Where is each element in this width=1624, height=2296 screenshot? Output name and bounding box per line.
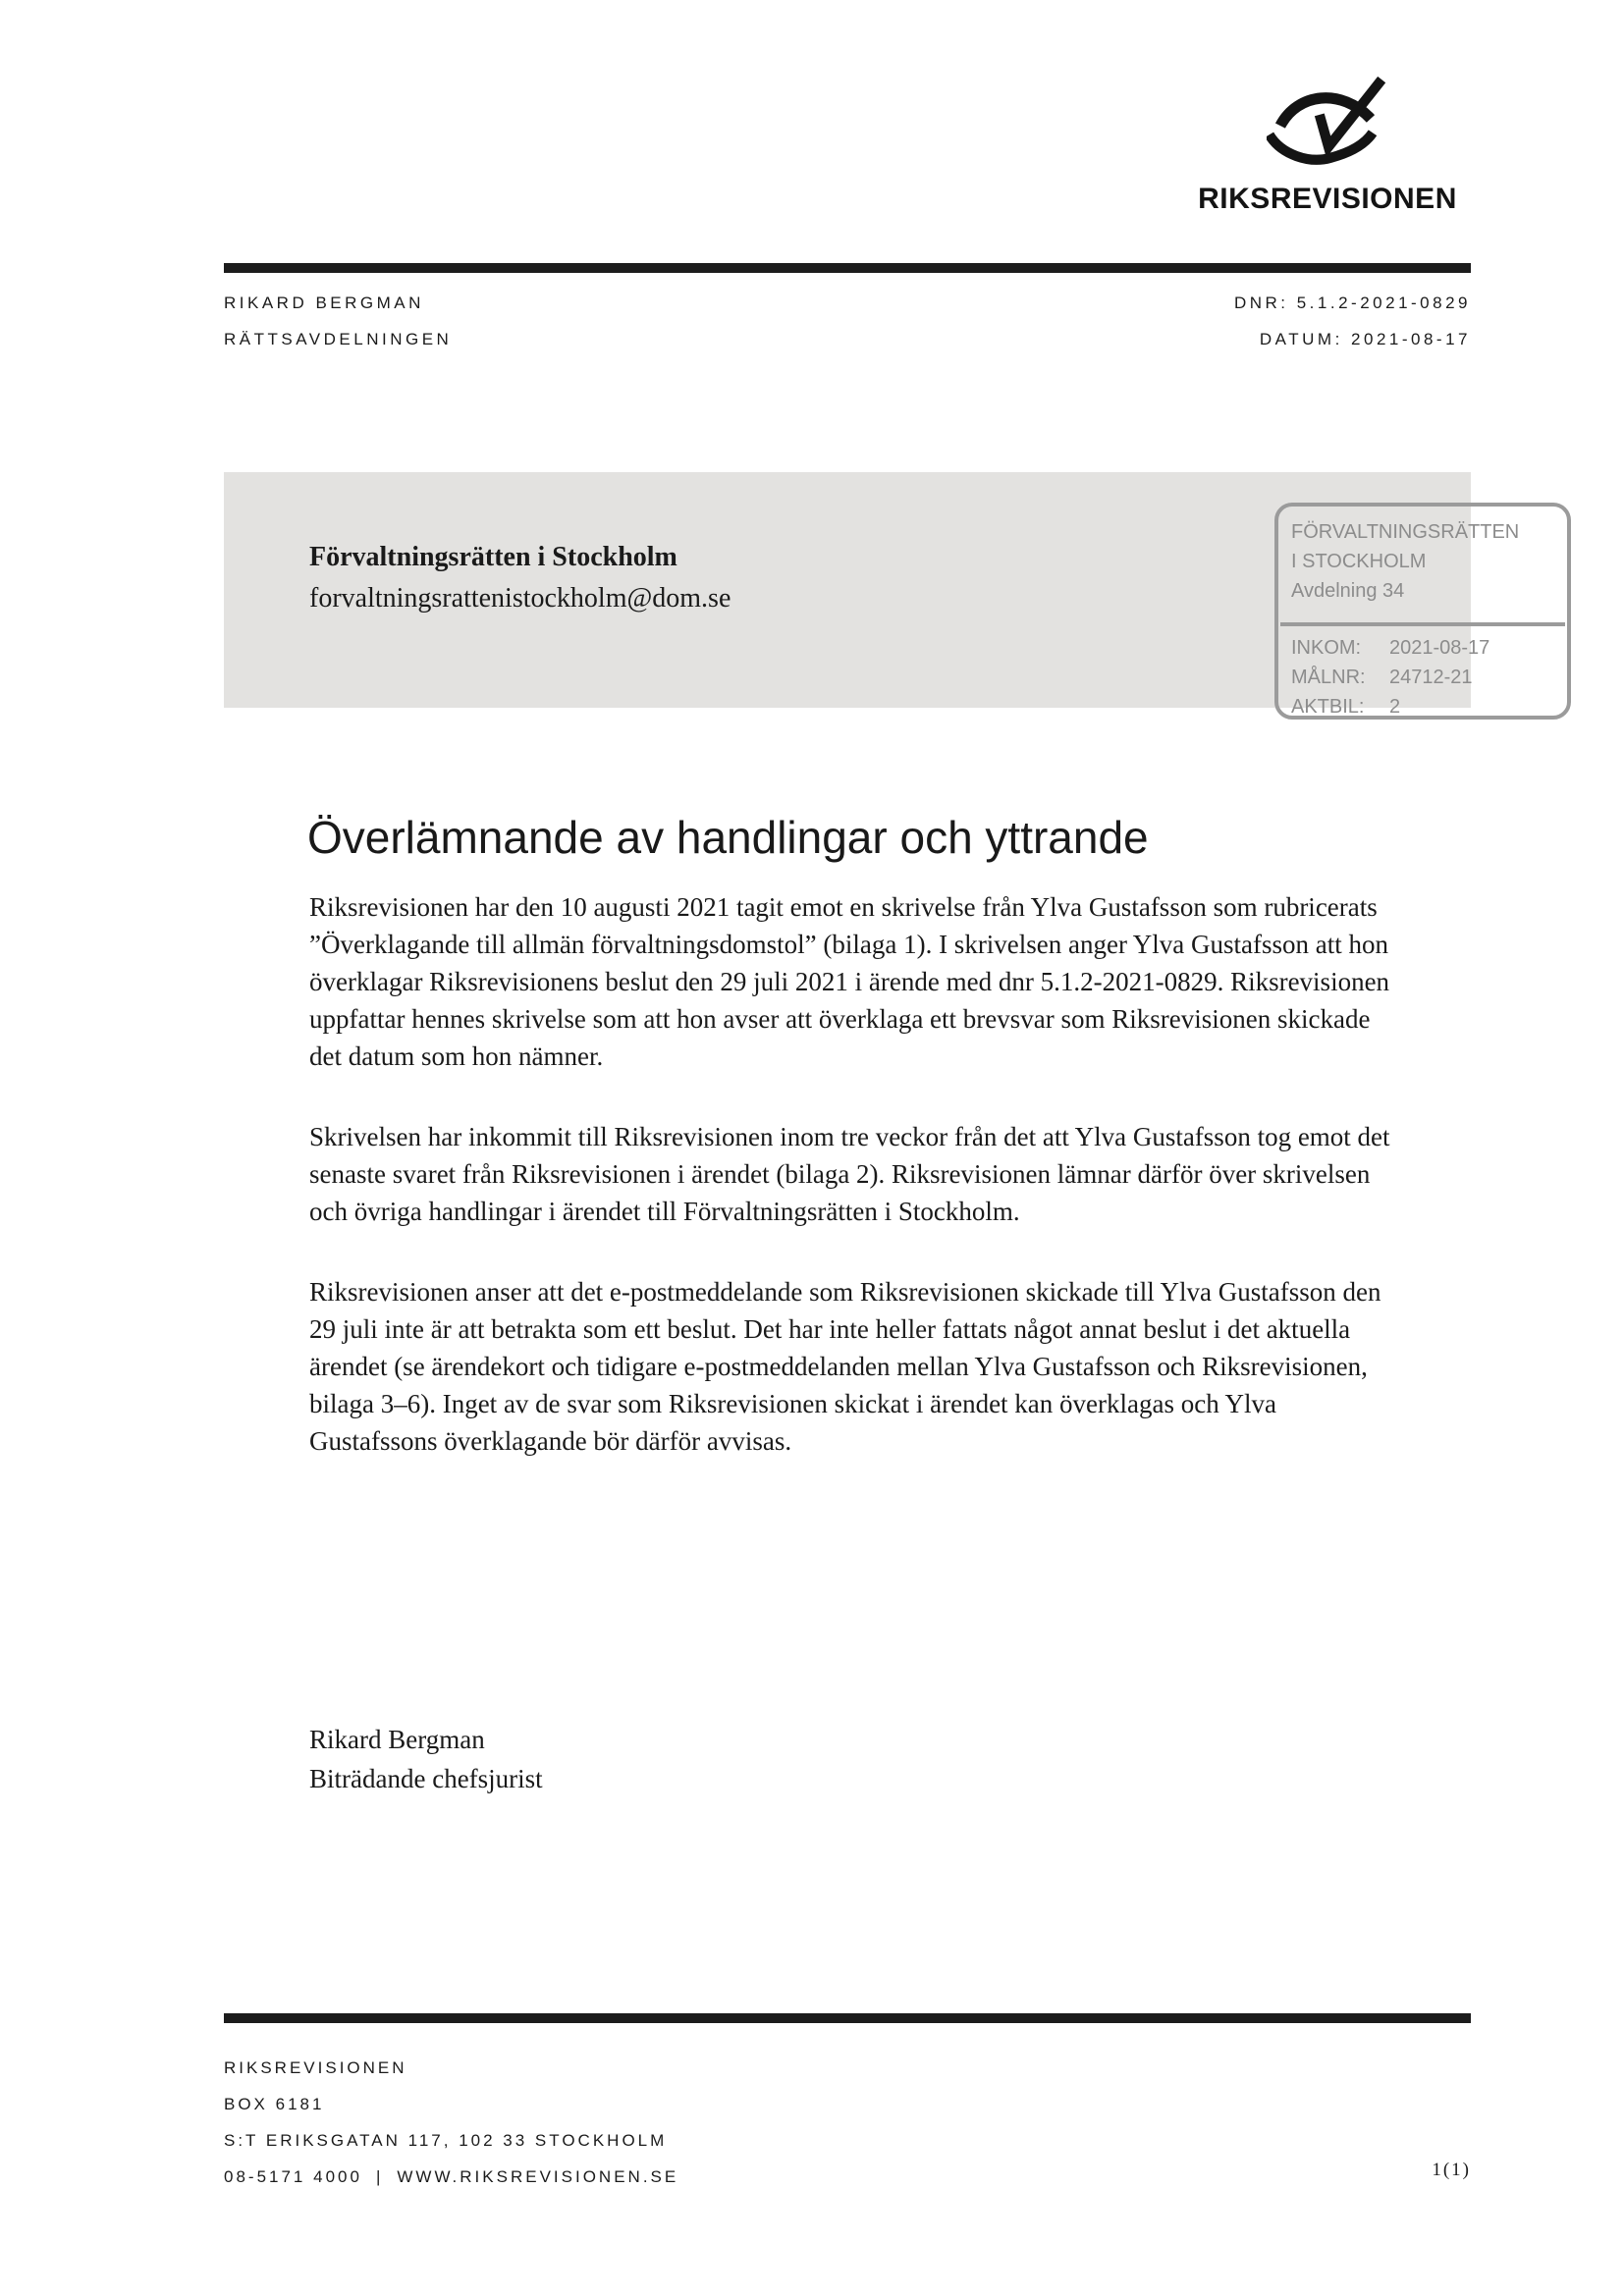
body-paragraph: Riksrevisionen har den 10 augusti 2021 tagit emot en skrivelse från Ylva Gustafsson som rubricerats ”Överklagande till allmän förvaltningsdomstol” (bilaga 1). I skrivelsen anger Ylva Gustafsson att hon överklagar Riksrevisionens beslut den 29 juli 2021 i ärende med dnr 5.1.2-2021-0829. Riksrevisionen uppfattar hennes skrivelse som att hon avser att överklaga ett brevsvar som Riksrevisionen skickade det datum som hon nämner. bbox=[309, 892, 1390, 1071]
document-date: DATUM: 2021-08-17 bbox=[1259, 330, 1471, 348]
footer-rule bbox=[224, 2013, 1471, 2023]
stamp-court-line3: Avdelning 34 bbox=[1291, 580, 1405, 602]
footer-web: WWW.RIKSREVISIONEN.SE bbox=[397, 2167, 679, 2186]
stamp-value: 24712-21 bbox=[1389, 667, 1473, 688]
recipient-name: Förvaltningsrätten i Stockholm bbox=[309, 542, 677, 572]
footer-contact bbox=[224, 2159, 678, 2195]
eye-check-icon bbox=[1267, 77, 1388, 167]
stamp-court-line2: I STOCKHOLM bbox=[1291, 551, 1427, 572]
signature-block bbox=[309, 1720, 543, 1798]
stamp-row-inkom bbox=[1291, 633, 1559, 663]
footer-box: BOX 6181 bbox=[224, 2095, 325, 2113]
court-received-stamp bbox=[1274, 503, 1571, 720]
stamp-label: AKTBIL: bbox=[1291, 696, 1365, 718]
stamp-court-line1: FÖRVALTNINGSRÄTTEN bbox=[1291, 521, 1520, 543]
footer-org: RIKSREVISIONEN bbox=[224, 2058, 407, 2077]
author-department: RÄTTSAVDELNINGEN bbox=[224, 330, 453, 348]
stamp-row-malnr bbox=[1291, 663, 1559, 692]
header-meta bbox=[1234, 285, 1471, 357]
riksrevisionen-logo bbox=[1183, 77, 1472, 216]
header-rule bbox=[224, 263, 1471, 273]
signer-role: Biträdande chefsjurist bbox=[309, 1764, 543, 1793]
footer-phone: 08-5171 4000 bbox=[224, 2167, 362, 2186]
footer-address: S:T ERIKSGATAN 117, 102 33 STOCKHOLM bbox=[224, 2131, 668, 2150]
footer-separator: | bbox=[375, 2167, 384, 2186]
recipient-email: forvaltningsrattenistockholm@dom.se bbox=[309, 583, 731, 614]
document-body bbox=[309, 888, 1404, 1503]
stamp-divider bbox=[1280, 622, 1565, 626]
signer-name: Rikard Bergman bbox=[309, 1725, 485, 1754]
stamp-value: 2 bbox=[1389, 696, 1401, 718]
stamp-label: INKOM: bbox=[1291, 637, 1362, 659]
logo-wordmark: RIKSREVISIONEN bbox=[1198, 183, 1457, 215]
header-author bbox=[224, 285, 452, 357]
document-title: Överlämnande av handlingar och yttrande bbox=[307, 811, 1149, 863]
body-paragraph: Riksrevisionen anser att det e-postmeddelande som Riksrevisionen skickade till Ylva Gustafsson den 29 juli inte är att betrakta som ett beslut. Det har inte heller fattats något annat beslut i det aktuella ärendet (se ärendekort och tidigare e-postmeddelanden mellan Ylva Gustafsson och Riksrevisionen, bilaga 3–6). Inget av de svar som Riksrevisionen skickat i ärendet kan överklagas och Ylva Gustafssons överklagande bör därför avvisas. bbox=[309, 1277, 1381, 1456]
diary-number: DNR: 5.1.2-2021-0829 bbox=[1233, 294, 1471, 312]
stamp-fields bbox=[1278, 633, 1567, 721]
stamp-label: MÅLNR: bbox=[1291, 667, 1366, 688]
stamp-row-aktbil bbox=[1291, 692, 1559, 721]
author-name: RIKARD BERGMAN bbox=[224, 294, 424, 312]
footer-block bbox=[224, 2050, 678, 2195]
stamp-court-name bbox=[1278, 507, 1567, 606]
body-paragraph: Skrivelsen har inkommit till Riksrevisionen inom tre veckor från det att Ylva Gustafsson tog emot det senaste svaret från Riksrevisionen i ärendet (bilaga 2). Riksrevisionen lämnar därför över skrivelsen och övriga handlingar i ärendet till Förvaltningsrätten i Stockholm. bbox=[309, 1122, 1390, 1226]
recipient-address bbox=[309, 537, 731, 619]
page-number: 1(1) bbox=[1432, 2160, 1471, 2180]
stamp-value: 2021-08-17 bbox=[1389, 637, 1490, 659]
